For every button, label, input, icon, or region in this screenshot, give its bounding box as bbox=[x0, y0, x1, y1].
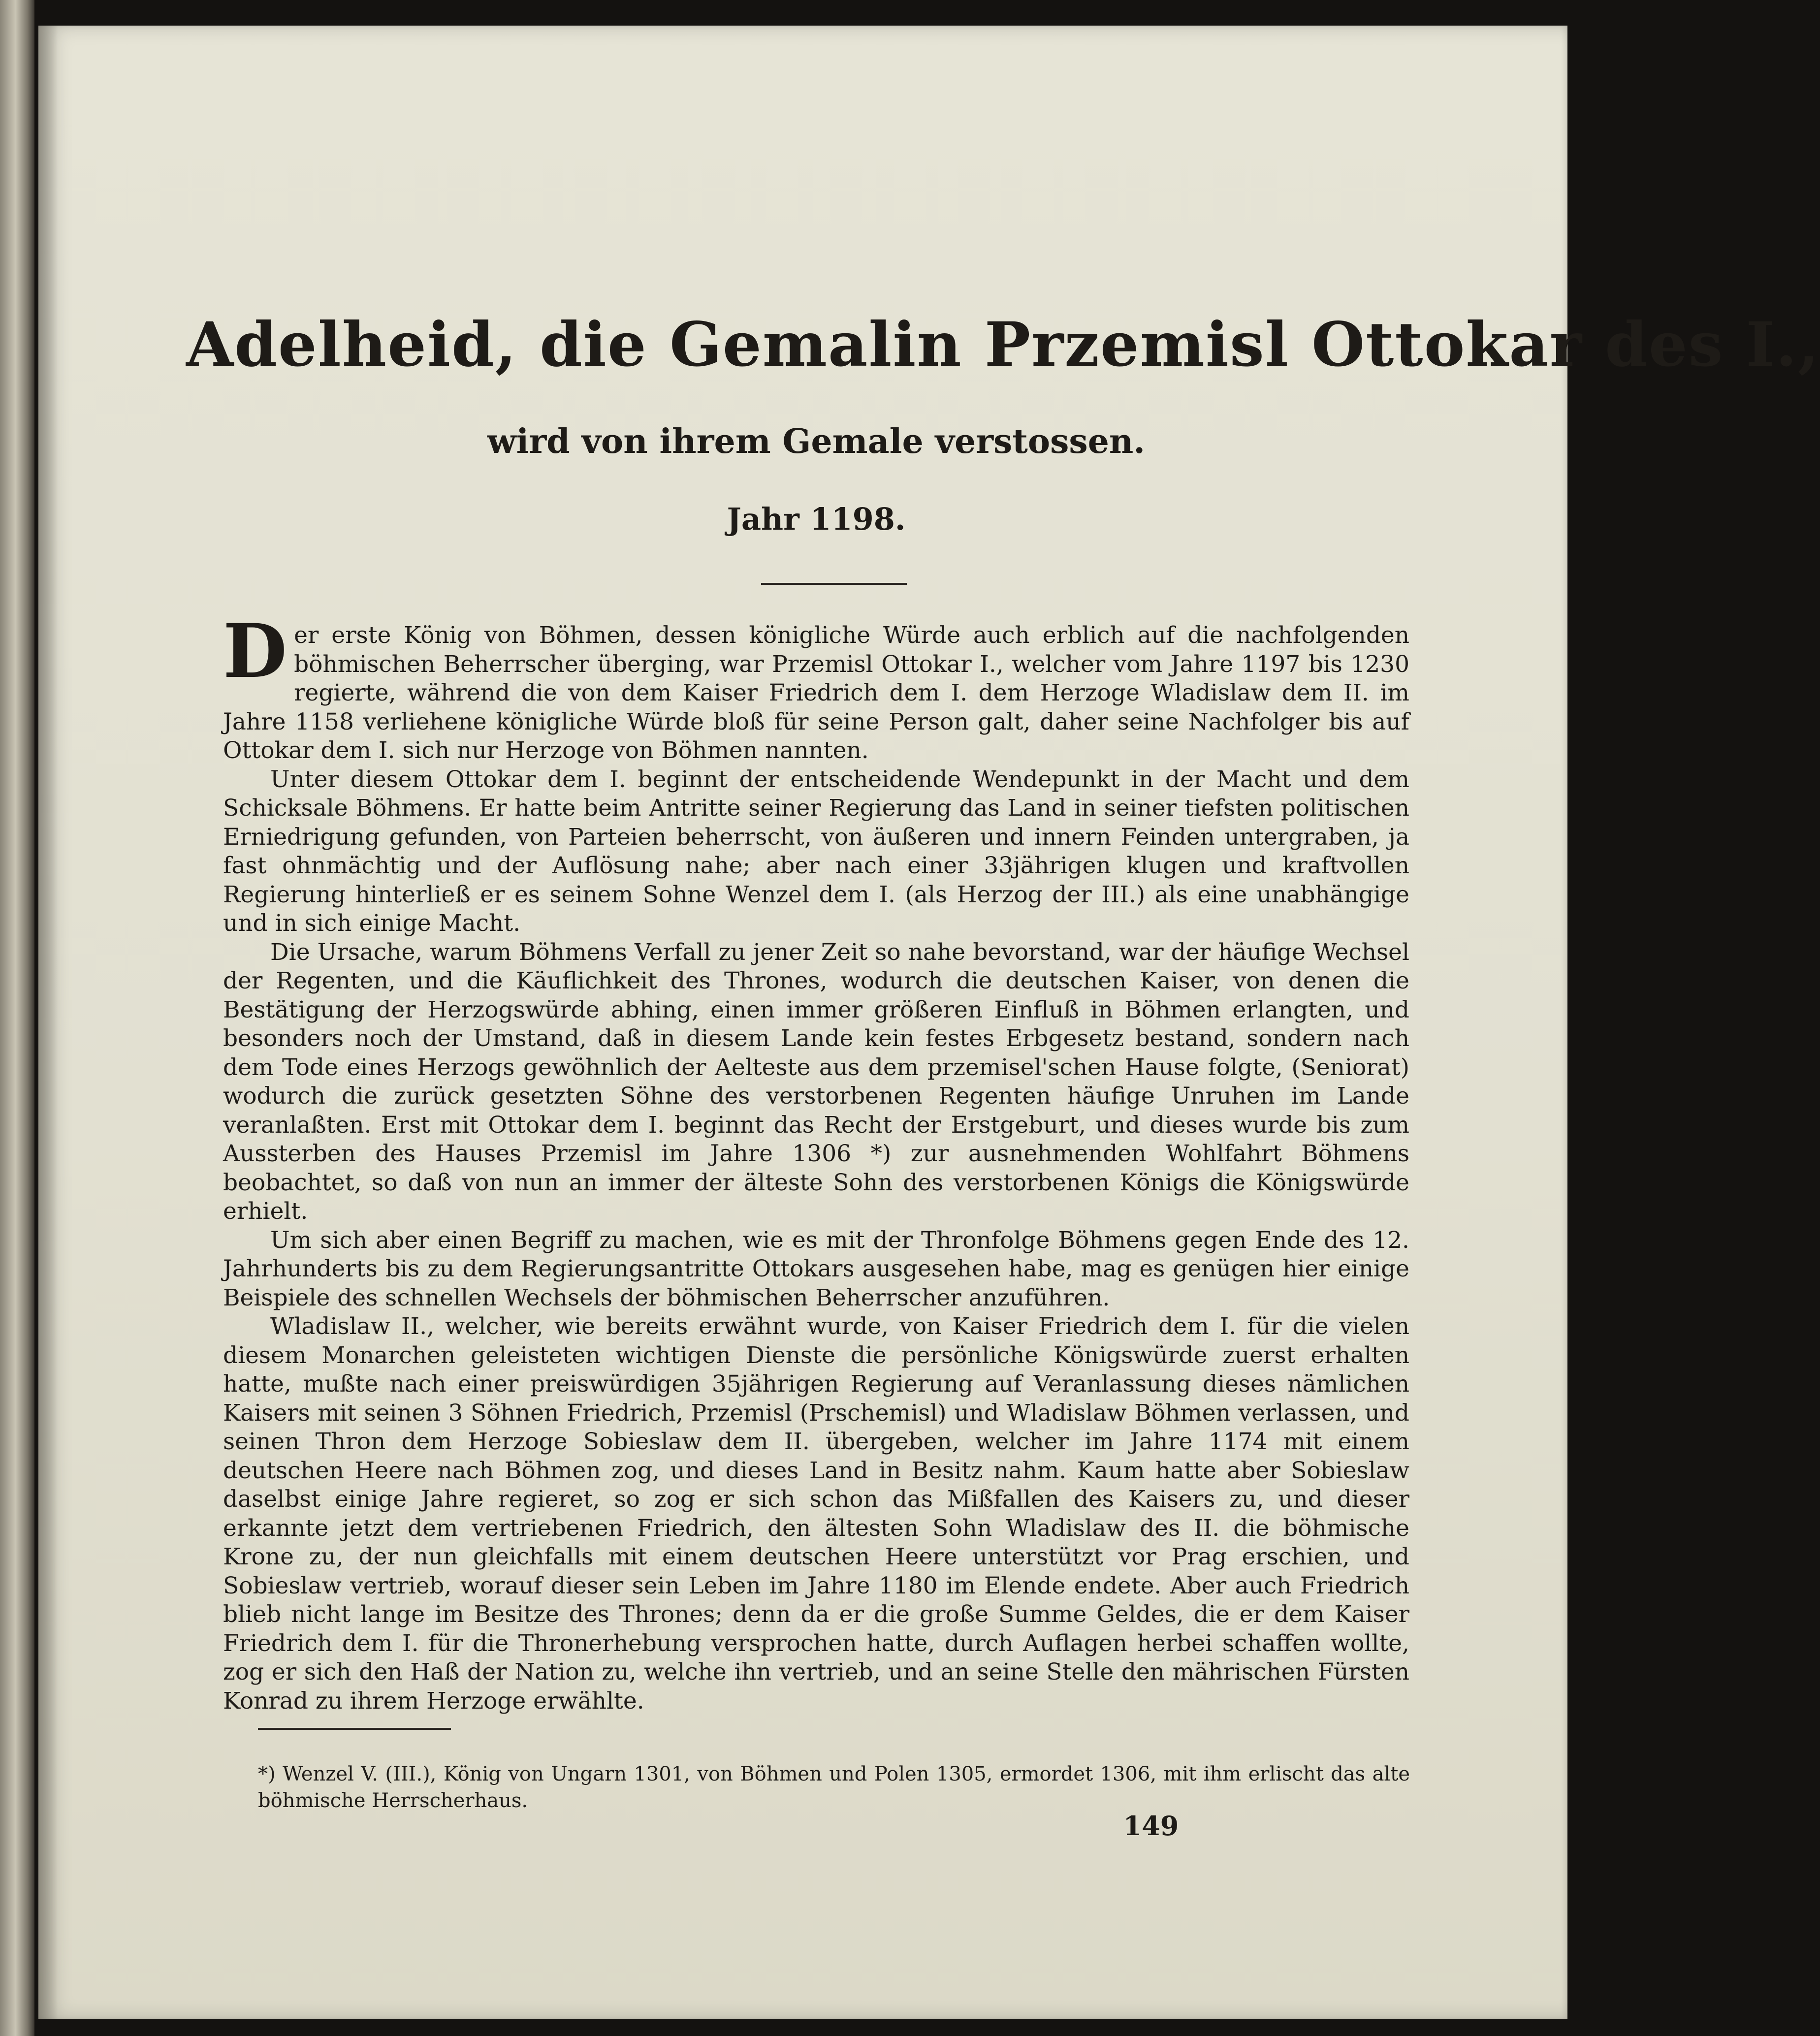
title-divider bbox=[761, 583, 907, 585]
paragraph-text: er erste König von Böhmen, dessen königliche Würde auch erblich auf die nachfolgenden böhmischen Beherrscher überging, war Przemisl Ottokar I., welcher vom Jahre 1197 bis 1230 regierte, während die von dem Kaiser Friedrich dem I. dem Herzoge Wladislaw dem II. im Jahre 1158 verliehene königliche Würde bloß für seine Person galt, daher seine Nachfolger bis auf Ottokar dem I. sich nur Herzoge von Böhmen nannten. bbox=[223, 622, 1409, 764]
paragraph-3: Die Ursache, warum Böhmens Verfall zu jener Zeit so nahe bevorstand, war der häufige Wechsel der Regenten, und die Käuflichkeit des Thrones, wodurch die deutschen Kaiser, von denen die Bestätigung der Herzogswürde abhing, einen immer größeren Einfluß in Böhmen erlangten, und besonders noch der Umstand, daß in diesem Lande kein festes Erbgesetz bestand, sondern nach dem Tode eines Herzogs gewöhnlich der Aelteste aus dem przemisel'schen Hause folgte, (Seniorat) wodurch die zurück gesetzten Söhne des verstorbenen Regenten häufige Unruhen im Lande veranlaßten. Erst mit Ottokar dem I. beginnt das Recht der Erstgeburt, und dieses wurde bis zum Aussterben des Hauses Przemisl im Jahre 1306 *) zur ausnehmenden Wohlfahrt Böhmens beobachtet, so daß von nun an immer der älteste Sohn des verstorbenen Königs die Königswürde erhielt. bbox=[223, 938, 1409, 1225]
page-gutter-shadow bbox=[38, 26, 58, 2019]
paragraph-5: Wladislaw II., welcher, wie bereits erwähnt wurde, von Kaiser Friedrich dem I. für die vielen diesem Monarchen geleisteten wichtigen Dienste die persönliche Königswürde zuerst erhalten hatte, mußte nach einer preiswürdigen 35jährigen Regierung auf Veranlassung dieses nämlichen Kaisers mit seinen 3 Söhnen Friedrich, Przemisl (Prschemisl) und Wladislaw Böhmen verlassen, und seinen Thron dem Herzoge Sobieslaw dem II. übergeben, welcher im Jahre 1174 mit einem deutschen Heere nach Böhmen zog, und dieses Land in Besitz nahm. Kaum hatte aber Sobieslaw daselbst einige Jahre regieret, so zog er sich schon das Mißfallen des Kaisers zu, und dieser erkannte jetzt dem vertriebenen Friedrich, den ältesten Sohn Wladislaw des II. die böhmische Krone zu, der nun gleichfalls mit einem deutschen Heere unterstützt vor Prag erschien, und Sobieslaw vertrieb, worauf dieser sein Leben im Jahre 1180 im Elende endete. Aber auch Friedrich blieb nicht lange im Besitze des Thrones; denn da er die große Summe Geldes, die er dem Kaiser Friedrich dem I. für die Thronerhebung versprochen hatte, durch Auflagen herbei schaffen wollte, zog er sich den Haß der Nation zu, welche ihn vertrieb, und an seine Stelle den mährischen Fürsten Konrad zu ihrem Herzoge erwählte. bbox=[223, 1313, 1409, 1715]
chapter-subtitle: wird von ihrem Gemale verstossen. bbox=[487, 422, 1146, 461]
paragraph-4: Um sich aber einen Begriff zu machen, wie es mit der Thronfolge Böhmens gegen Ende des 12. Jahrhunderts bis zu dem Regierungsantritte Ottokars ausgesehen habe, mag es genügen hier einige Beispiele des schnellen Wechsels der böhmischen Beherrscher anzuführen. bbox=[223, 1226, 1409, 1311]
paragraph-2: Unter diesem Ottokar dem I. beginnt der entscheidende Wendepunkt in der Macht und dem Schicksale Böhmens. Er hatte beim Antritte seiner Regierung das Land in seiner tiefsten politischen Erniedrigung gefunden, von Parteien beherrscht, von äußeren und innern Feinden untergraben, ja fast ohnmächtig und der Auflösung nahe; aber nach einer 33jährigen klugen und kraftvollen Regierung hinterließ er es seinem Sohne Wenzel dem I. (als Herzog der III.) als eine unabhängige und in sich einige Macht. bbox=[223, 765, 1409, 937]
drop-cap: D bbox=[223, 608, 287, 695]
body-text bbox=[223, 608, 1409, 1716]
book-page bbox=[38, 26, 1820, 2019]
footnote-divider bbox=[258, 1728, 451, 1730]
footnote: *) Wenzel V. (III.), König von Ungarn 1301, von Böhmen und Polen 1305, ermordet 1306, mit ihm erlischt das alte böhmische Herrscherhaus. bbox=[258, 1763, 1410, 1812]
page-number: 149 bbox=[1123, 1810, 1179, 1842]
chapter-title: Adelheid, die Gemalin Przemisl Ottokar des I., bbox=[186, 309, 1820, 381]
left-page-edge bbox=[0, 0, 34, 2036]
paragraph-1 bbox=[223, 608, 1409, 765]
chapter-year: Jahr 1198. bbox=[727, 501, 906, 537]
